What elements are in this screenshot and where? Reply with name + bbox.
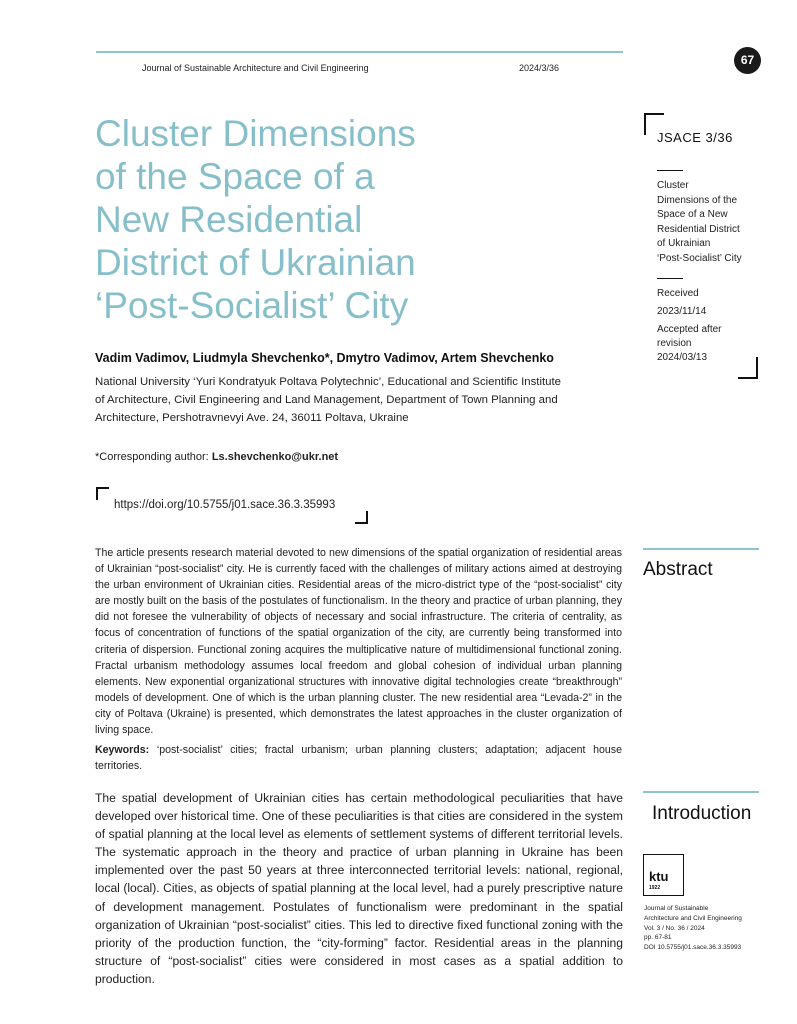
abstract-text: The article presents research material devoted to new dimensions of the spatial organization of residential areas of Ukrainian “post-socialist” city. He is currently faced with the challenges of military actions aimed at destroying the urban environment of Ukrainian cities. Residential areas of the micro-district type of the “post-socialist” city are mostly built on the basis of the postulates of functionalism. In the theory and practice of urban planning, they did not foresee the vulnerability of objects of necessary and social infrastructure. The criteria of centrality, as focus of concentration of functions of the spatial organization of the city, are currently being transformed into criteria of dispersion. Functional zoning acquires the multiplicative nature of multidimensional functional zoning. Fractal urbanism methodology assumes local freedom and global cohesion of individual urban planning elements. New exponential organizational structures with innovative digital technologies create “breakthrough” models of development. One of which is the urban planning cluster. The new residential area “Levada-2” in the city of Poltava (Ukraine) is presented, which demonstrates the latest approaches in the cluster organization of living space. [95, 547, 622, 737]
sidebar-title-line: Cluster [657, 180, 689, 191]
sidebar-corner-bottom-right [738, 357, 758, 379]
title-line: New Residential [95, 199, 363, 240]
sidebar-divider [657, 278, 683, 279]
accepted-label: Accepted after revision [657, 324, 722, 349]
corresponding-author [95, 451, 338, 463]
article-title [95, 112, 535, 327]
doi-link[interactable]: https://doi.org/10.5755/j01.sace.36.3.35993 [114, 499, 336, 511]
page-number-badge: 67 [734, 47, 761, 74]
affiliation-line: Architecture, Pershotravnevyi Ave. 24, 36011 Poltava, Ukraine [95, 412, 409, 424]
received-date: 2023/11/14 [657, 306, 707, 317]
title-line: of the Space of a [95, 156, 375, 197]
publisher-line: pp. 67-81 [644, 934, 672, 942]
sidebar-title-line: ‘Post-Socialist’ City [657, 252, 742, 264]
sidebar-title [657, 179, 757, 266]
doi-corner-top-left [96, 487, 109, 500]
accepted-date: 2024/03/13 [657, 352, 708, 363]
affiliation-line: of Architecture, Civil Engineering and Land Management, Department of Town Planning and [95, 394, 558, 406]
sidebar-title-line: of Ukrainian [657, 238, 711, 249]
title-line: Cluster Dimensions [95, 113, 416, 154]
logo-text: ktu [649, 869, 669, 884]
sidebar-divider [657, 170, 683, 171]
sidebar-title-line: Residential District [657, 223, 740, 235]
sidebar-title-line: Dimensions of the [657, 194, 738, 206]
authors: Vadim Vadimov, Liudmyla Shevchenko*, Dmytro Vadimov, Artem Shevchenko [95, 351, 554, 365]
publisher-line: Journal of Sustainable [644, 905, 709, 912]
title-line: ‘Post-Socialist’ City [95, 285, 409, 326]
abstract-rule [643, 548, 759, 550]
abstract-heading: Abstract [643, 559, 713, 580]
keywords-text: ‘post-socialist’ cities; fractal urbanism; urban planning clusters; adaptation; adjacent house territories. [95, 744, 622, 772]
publisher-line: Architecture and Civil Engineering [644, 914, 742, 922]
issue-number: 2024/3/36 [519, 63, 560, 73]
publisher-line: Vol. 3 / No. 36 / 2024 [644, 924, 705, 932]
introduction-heading: Introduction [652, 803, 752, 824]
sidebar-title-line: Space of a New [657, 209, 728, 220]
introduction-text: The spatial development of Ukrainian cities has certain methodological peculiarities that have developed over historical time. One of these peculiarities is that cities are considered in the system of spatial planning at the local level as elements of settlement systems of different territorial levels. The systematic approach in the theory and practice of urban planning in Ukraine has been implemented over the past 50 years at three interconnected territorial levels: national, regional, local (local). Cities, as objects of spatial planning at the local level, had a purely prescriptive nature of development management. Postulates of functionalism were predominant in the spatial organization of Ukrainian “post-socialist” cities. This led to directive fixed functional zoning with the priority of the production function, the “city-forming” factor. Residential areas in the planning structure of “post-socialist” cities were considered in most cases as a spatial addition to production. [95, 791, 623, 986]
corresponding-label: *Corresponding author: [95, 451, 209, 463]
affiliation [95, 373, 595, 427]
journal-code: JSACE 3/36 [657, 130, 733, 145]
received-label: Received [657, 288, 699, 299]
doi-corner-bottom-right [355, 511, 368, 524]
publisher-doi[interactable]: DOI 10.5755/j01.sace.36.3.35993 [644, 944, 742, 952]
logo-year: 1922 [649, 885, 661, 891]
journal-name: Journal of Sustainable Architecture and Civil Engineering [142, 63, 369, 73]
affiliation-line: National University ‘Yuri Kondratyuk Poltava Polytechnic’, Educational and Scientific Institute [95, 376, 561, 388]
keywords-label: Keywords: [95, 744, 150, 756]
header-rule [96, 51, 623, 53]
keywords [95, 742, 622, 774]
introduction-rule [643, 791, 759, 793]
ktu-logo [643, 854, 684, 896]
title-line: District of Ukrainian [95, 242, 416, 283]
corresponding-email[interactable]: Ls.shevchenko@ukr.net [211, 451, 339, 463]
